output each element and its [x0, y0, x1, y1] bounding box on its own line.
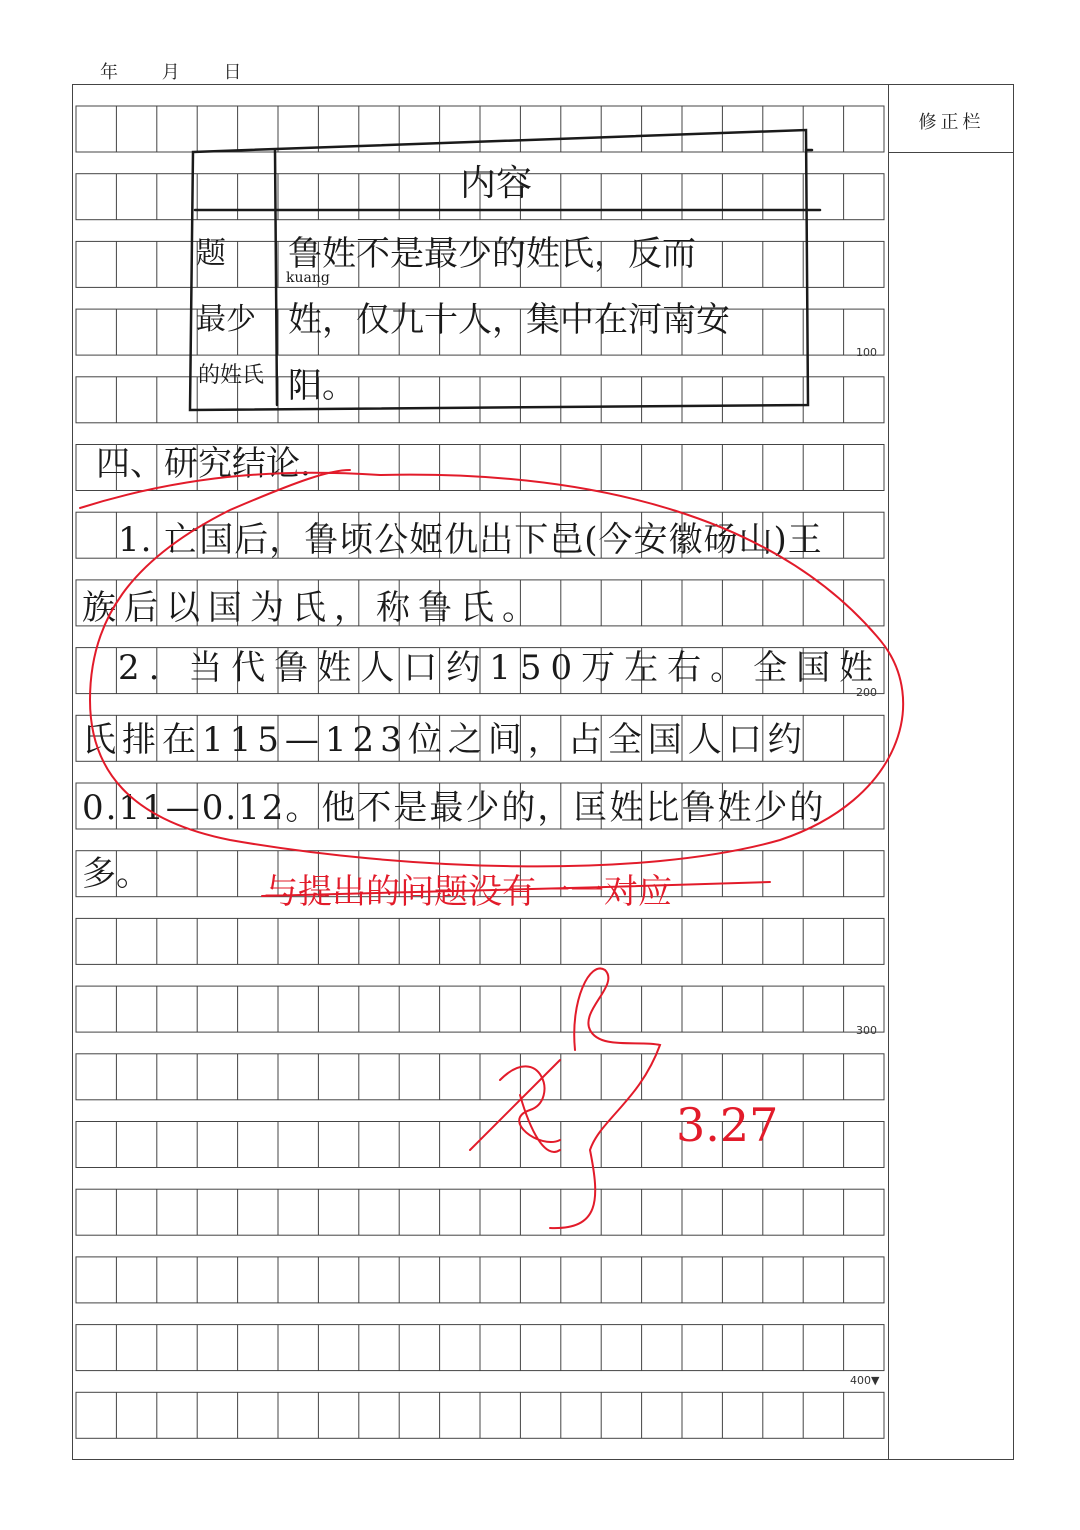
char-count-200: 200	[856, 686, 877, 699]
paragraph2-line3: 0.11—0.12。他不是最少的，匡姓比鲁姓少的	[82, 788, 826, 828]
char-count-400: 400▼	[850, 1374, 880, 1387]
correction-column	[888, 84, 1014, 1460]
year-label: 年	[100, 62, 120, 83]
correction-title: 修正栏	[918, 112, 985, 133]
table-row1-text: 鲁姓不是最少的姓氏，反而	[288, 234, 696, 274]
teacher-comment: 与提出的问题没有一一对应	[264, 872, 672, 912]
month-label: 月	[161, 62, 182, 83]
table-header: 内容	[460, 163, 533, 204]
paragraph2-line2: 氏排在115—123位之间，占全国人口约	[82, 720, 808, 760]
char-count-300: 300	[856, 1024, 877, 1037]
table-row2-label: 最少	[196, 302, 256, 337]
paragraph2-line1: 2. 当代鲁姓人口约150万左右。全国姓	[118, 648, 883, 688]
correction-divider	[889, 152, 1014, 153]
paragraph1-line1: 1. 亡国后，鲁顷公姬仇出下邑(今安徽砀山)王	[118, 520, 823, 560]
char-count-100: 100	[856, 346, 877, 359]
pinyin-annotation: kuang	[286, 270, 330, 286]
table-row3-text: 阳。	[288, 366, 356, 406]
paragraph2-line4: 多。	[82, 854, 150, 894]
teacher-date: 3.27	[676, 1098, 779, 1152]
section-heading: 四、研究结论.	[96, 444, 311, 484]
day-label: 日	[223, 62, 244, 83]
table-row3-label: 的姓氏	[198, 363, 265, 388]
table-row1-label: 题	[196, 236, 226, 271]
paragraph1-line2: 族后以国为氏，称鲁氏。	[82, 588, 544, 628]
table-row2-text: 姓，仅九十人，集中在河南安	[288, 300, 730, 340]
